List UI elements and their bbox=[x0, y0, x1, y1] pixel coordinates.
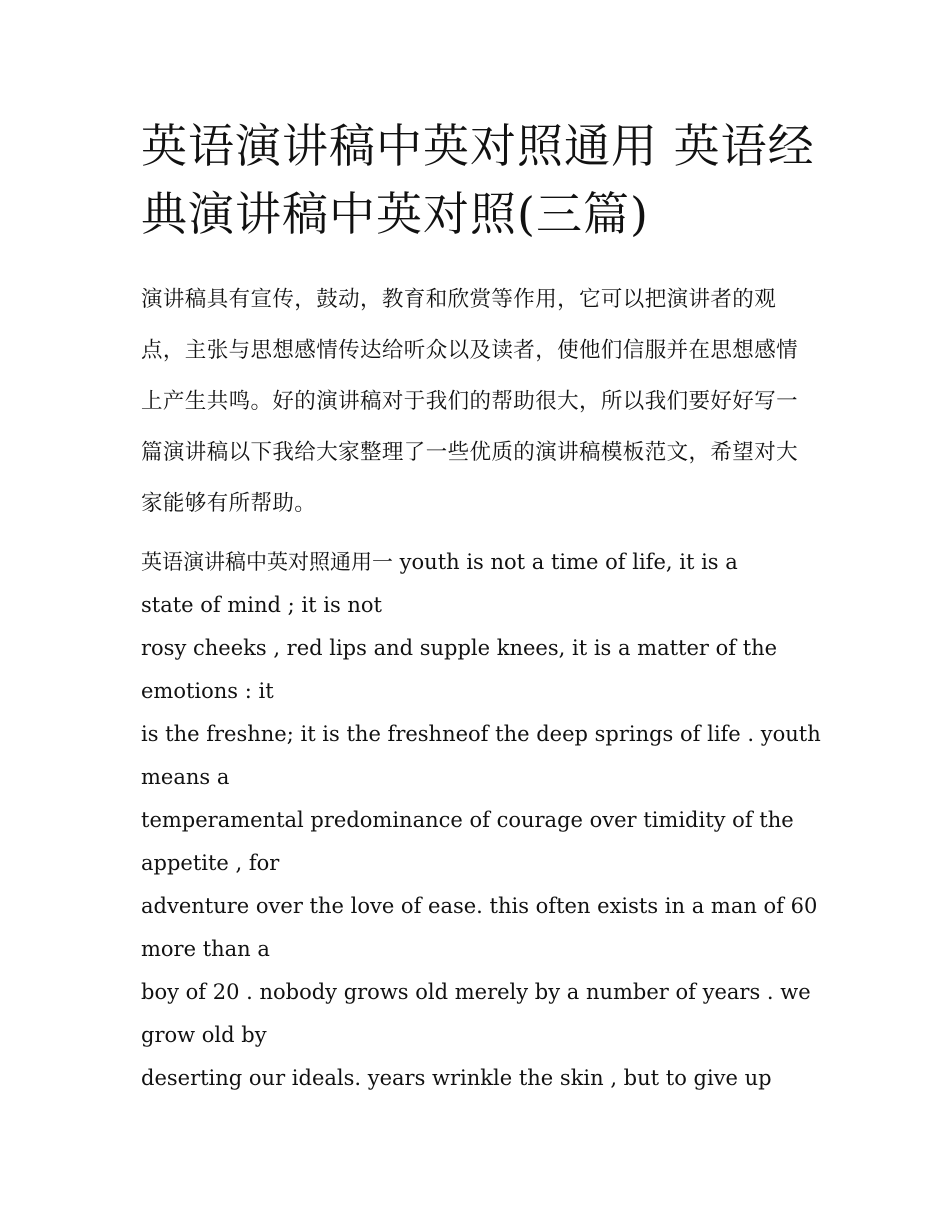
body-line: is the freshne; it is the freshneof the deep springs of life . youth bbox=[141, 722, 821, 746]
body-line: appetite , for bbox=[141, 851, 280, 875]
speech-body bbox=[141, 541, 821, 1100]
body-line: adventure over the love of ease. this often exists in a man of 60 bbox=[141, 894, 818, 918]
body-line: 英语演讲稿中英对照通用一 youth is not a time of life, it is a bbox=[141, 550, 738, 574]
body-line: deserting our ideals. years wrinkle the skin , but to give up bbox=[141, 1066, 772, 1090]
document-title: 英语演讲稿中英对照通用 英语经典演讲稿中英对照(三篇) bbox=[141, 119, 815, 241]
document-page bbox=[141, 112, 821, 1100]
body-line: boy of 20 . nobody grows old merely by a number of years . we bbox=[141, 980, 811, 1004]
body-line: emotions : it bbox=[141, 679, 274, 703]
body-line: more than a bbox=[141, 937, 270, 961]
intro-paragraph: 演讲稿具有宣传，鼓动，教育和欣赏等作用，它可以把演讲者的观点，主张与思想感情传达给听众以及读者，使他们信服并在思想感情上产生共鸣。好的演讲稿对于我们的帮助很大，所以我们要好好写一篇演讲稿以下我给大家整理了一些优质的演讲稿模板范文，希望对大家能够有所帮助。 bbox=[141, 287, 799, 516]
body-line: grow old by bbox=[141, 1023, 267, 1047]
body-line: state of mind ; it is not bbox=[141, 593, 382, 617]
body-line: temperamental predominance of courage over timidity of the bbox=[141, 808, 794, 832]
body-line: rosy cheeks , red lips and supple knees, it is a matter of the bbox=[141, 636, 778, 660]
body-line: means a bbox=[141, 765, 230, 789]
